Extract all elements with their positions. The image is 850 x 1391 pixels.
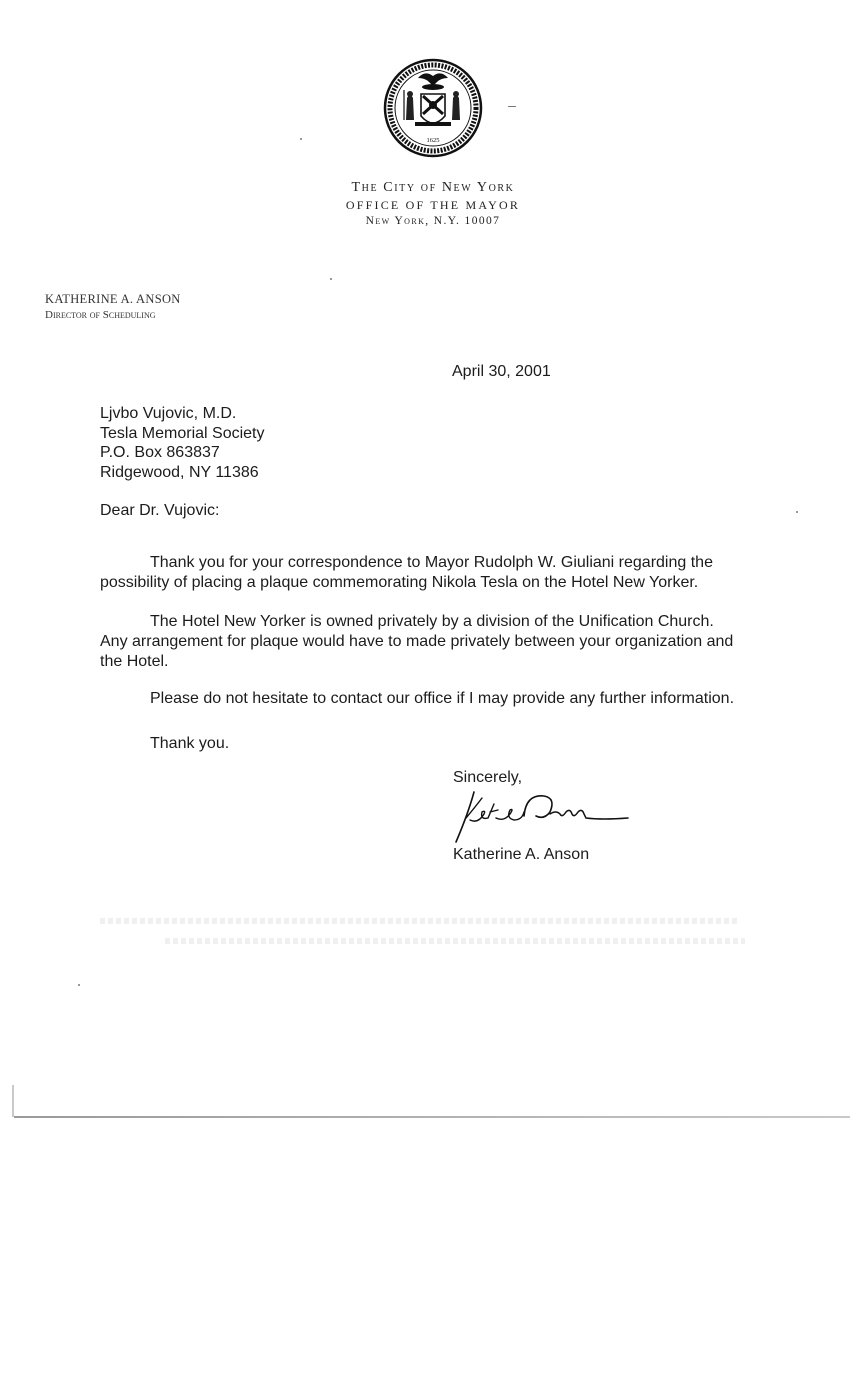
letterhead-address: New York, N.Y. 10007 <box>365 215 501 227</box>
paragraph-2 <box>100 612 733 672</box>
paragraph-3: Please do not hesitate to contact our office if I may provide any further information. <box>150 690 735 707</box>
paragraph-2-line-1: The Hotel New Yorker is owned privately by a division of the Unification Church. <box>150 613 714 630</box>
sender-title: Director of Scheduling <box>45 309 156 321</box>
speck <box>508 106 516 107</box>
sender-name: KATHERINE A. ANSON <box>45 292 181 306</box>
letter-date: April 30, 2001 <box>452 363 551 380</box>
recipient-line: Ridgewood, NY 11386 <box>100 463 259 481</box>
bleed-through-line <box>165 938 745 944</box>
paragraph-1-line-1: Thank you for your correspondence to Mayor Rudolph W. Giuliani regarding the <box>150 554 713 571</box>
closing: Sincerely, <box>453 769 523 786</box>
city-seal <box>383 56 483 160</box>
paper-bottom-edge <box>14 1116 850 1118</box>
letterhead-city: The City of New York <box>351 180 515 195</box>
recipient-address <box>100 404 265 482</box>
seal-year: 1625 <box>426 137 440 144</box>
paragraph-1-line-2: possibility of placing a plaque commemorating Nikola Tesla on the Hotel New Yorker. <box>100 574 699 591</box>
speck <box>796 511 798 513</box>
speck <box>330 278 332 280</box>
city-seal-icon <box>383 56 483 160</box>
paper-left-edge <box>12 1085 14 1117</box>
paragraph-2-line-3: the Hotel. <box>100 653 169 670</box>
signature <box>452 784 632 846</box>
recipient-line: Tesla Memorial Society <box>100 424 265 442</box>
signer-name: Katherine A. Anson <box>453 846 590 863</box>
letterhead-office: OFFICE OF THE MAYOR <box>345 198 521 212</box>
salutation: Dear Dr. Vujovic: <box>100 502 220 519</box>
speck <box>300 138 302 140</box>
paragraph-1 <box>100 553 713 593</box>
recipient-line: Ljvbo Vujovic, M.D. <box>100 405 237 422</box>
bleed-through-line <box>100 918 740 924</box>
paragraph-2-line-2: Any arrangement for plaque would have to made privately between your organization and <box>100 633 734 650</box>
recipient-line: P.O. Box 863837 <box>100 444 220 461</box>
paragraph-4: Thank you. <box>150 735 230 752</box>
speck <box>78 984 80 986</box>
handwritten-signature-icon <box>452 784 632 846</box>
